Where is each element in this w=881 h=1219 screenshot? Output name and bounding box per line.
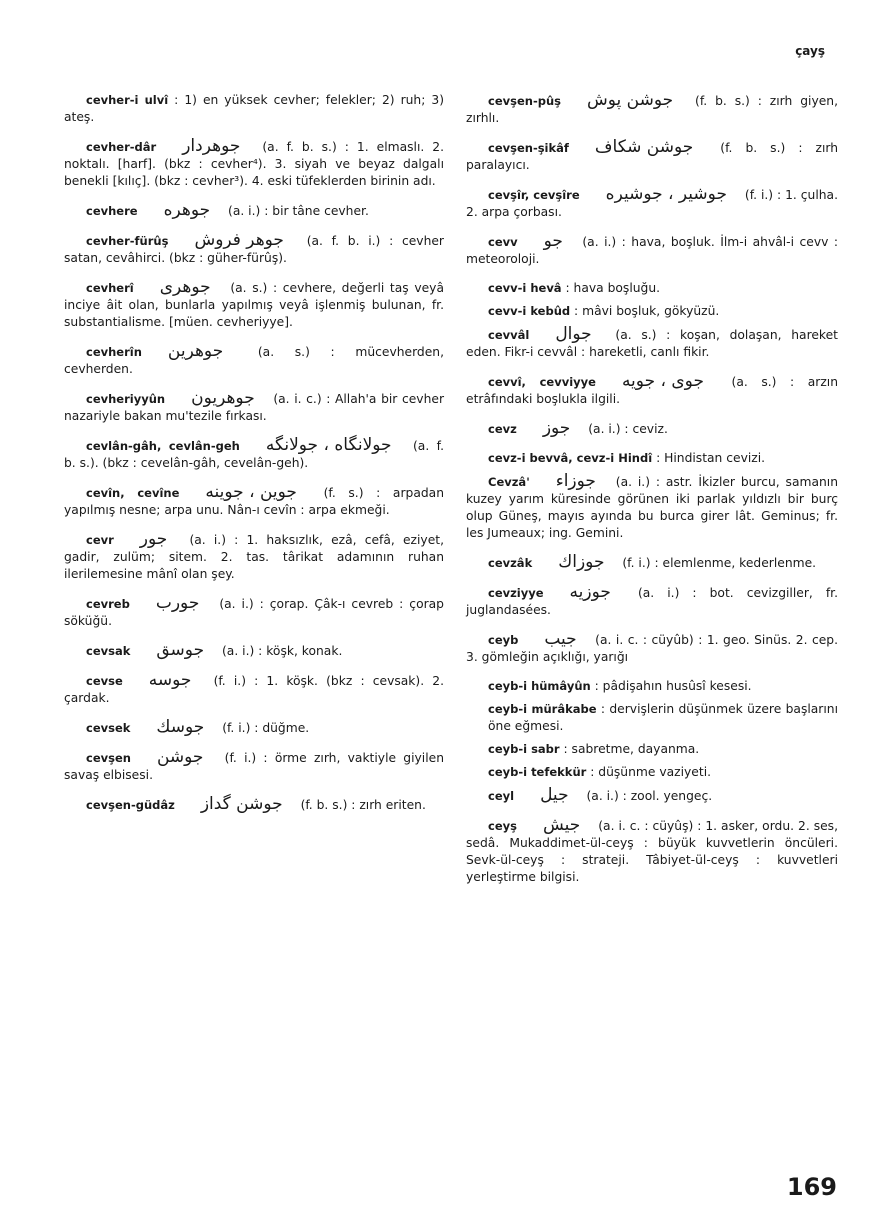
entry-definition: (a. i.) : bir tâne cevher.	[224, 204, 369, 218]
entry-definition: (a. s.) : mücevherden, cevherden.	[64, 345, 444, 376]
dictionary-entry	[466, 186, 838, 221]
entry-definition: (a. s.) : cevhere, değerli taş veyâ inciye âit olan, bunlarla yapılmış veyâ işlenmiş bulunan, fr. substantialisme. [müen. cevheriyye].	[64, 281, 444, 329]
entry-headword: ceyl	[488, 789, 515, 803]
entry-headword: cevher-i ulvî	[86, 93, 169, 107]
entry-headword: cevher-fürûş	[86, 234, 169, 248]
entry-definition: : pâdişahın husûsî kesesi.	[594, 679, 752, 693]
dictionary-entry	[466, 92, 838, 127]
entry-headword: ceyb-i tefekkür	[488, 765, 587, 779]
dictionary-entry	[466, 678, 838, 695]
entry-arabic-script: جيل	[540, 785, 569, 805]
entry-arabic-script: جيب	[544, 629, 577, 649]
dictionary-entry	[64, 719, 444, 737]
entry-definition: (f. i.) : 1. çulha. 2. arpa çorbası.	[466, 188, 838, 219]
dictionary-entry	[64, 390, 444, 425]
entry-definition: (a. i.) : zool. yengeç.	[582, 789, 713, 803]
entry-definition: (f. i.) : düğme.	[218, 721, 310, 735]
entry-arabic-script: جوين ، جوينه	[205, 482, 297, 502]
entry-headword: ceyb	[488, 633, 519, 647]
entry-definition: (f. b. s.) : zırh paralayıcı.	[466, 141, 838, 172]
entry-definition: (a. i.) : köşk, konak.	[218, 644, 343, 658]
entry-definition: (a. i.) : astr. İkizler burcu, samanın kuzey yarım küresinde görünen iki parlak yıldızlı bir burç olup Güneş, mayıs ayında bu burca girer lât. Geminus; fr. les Jumeaux; ing. Gemini.	[466, 475, 838, 540]
entry-headword: cevvâl	[488, 328, 530, 342]
entry-headword: cevreb	[86, 597, 130, 611]
right-column	[466, 92, 838, 898]
entry-arabic-script: جوى ، جويه	[621, 371, 704, 391]
dictionary-entry	[466, 701, 838, 735]
entry-definition: (a. s.) : koşan, dolaşan, hareket eden. Fikr-i cevvâl : hareketli, canlı fikir.	[466, 328, 838, 359]
entry-definition: : düşünme vaziyeti.	[590, 765, 712, 779]
dictionary-entry	[64, 595, 444, 630]
entry-definition: (a. s.) : arzın etrâfındaki boşlukla ilgili.	[466, 375, 838, 406]
entry-headword: cevlân-gâh, cevlân-geh	[86, 439, 240, 453]
entry-headword: cevziyye	[488, 586, 544, 600]
dictionary-entry	[64, 484, 444, 519]
dictionary-entry	[466, 817, 838, 886]
entry-headword: cevv	[488, 235, 518, 249]
dictionary-entry	[64, 642, 444, 660]
entry-headword: cevşen-şikâf	[488, 141, 569, 155]
dictionary-entry	[64, 232, 444, 267]
entry-headword: ceyb-i mürâkabe	[488, 702, 597, 716]
entry-headword: cevherî	[86, 281, 134, 295]
left-column	[64, 92, 444, 826]
dictionary-entry	[466, 631, 838, 666]
dictionary-entry	[466, 139, 838, 174]
entry-arabic-script: جوال	[555, 324, 592, 344]
entry-definition: : Hindistan cevizi.	[656, 451, 766, 465]
entry-arabic-script: جوشن	[156, 747, 204, 767]
entry-definition: (a. i. c.) : Allah'a bir cevher nazariyle bakan mu'tezile fırkası.	[64, 392, 444, 423]
dictionary-entry	[64, 138, 444, 190]
entry-headword: cevşen-pûş	[488, 94, 561, 108]
dictionary-entry	[466, 584, 838, 619]
dictionary-entry	[466, 303, 838, 320]
dictionary-entry	[466, 420, 838, 438]
entry-headword: cevz-i bevvâ, cevz-i Hindî	[488, 451, 653, 465]
entry-headword: cevz	[488, 422, 517, 436]
dictionary-entry	[64, 202, 444, 220]
page-number: 169	[786, 1173, 837, 1201]
dictionary-entry	[466, 373, 838, 408]
entry-definition: (f. i.) : örme zırh, vaktiyle giyilen savaş elbisesi.	[64, 751, 444, 782]
entry-definition: (a. i.) : çorap. Çâk-ı cevreb : çorap söküğü.	[64, 597, 444, 628]
entry-headword: cevr	[86, 533, 114, 547]
entry-arabic-script: جو	[543, 231, 563, 251]
dictionary-entry	[64, 672, 444, 707]
dictionary-entry	[466, 233, 838, 268]
entry-arabic-script: جور	[139, 529, 168, 549]
entry-headword: cevv-i kebûd	[488, 304, 571, 318]
entry-definition: (a. i. c. : cüyûb) : 1. geo. Sinüs. 2. cep. 3. gömleğin açıklığı, yarığı	[466, 633, 838, 664]
entry-definition: (a. f. b. s.). (bkz : cevelân-gâh, cevelân-geh).	[64, 439, 444, 470]
dictionary-entry	[466, 554, 838, 572]
entry-arabic-script: جوشن شكاف	[594, 137, 694, 157]
dictionary-entry	[64, 279, 444, 331]
entry-headword: cevherîn	[86, 345, 142, 359]
entry-headword: cevsak	[86, 644, 131, 658]
dictionary-entry	[466, 741, 838, 758]
entry-headword: cevşen	[86, 751, 131, 765]
entry-definition: (a. f. b. i.) : cevher satan, cevâhirci. (bkz : güher-fürûş).	[64, 234, 444, 265]
entry-arabic-script: جوهريون	[191, 388, 255, 408]
entry-arabic-script: جوشن گداز	[200, 794, 283, 814]
entry-definition: : 1) en yüksek cevher; felekler; 2) ruh; 3) ateş.	[64, 93, 444, 124]
entry-arabic-script: جوهرين	[167, 341, 224, 361]
entry-headword: cevv-i hevâ	[488, 281, 562, 295]
entry-arabic-script: جوسك	[156, 717, 205, 737]
dictionary-entry	[466, 787, 838, 805]
dictionary-entry	[64, 796, 444, 814]
entry-headword: Cevzâ'	[488, 475, 530, 489]
entry-definition: (a. i.) : 1. haksızlık, ezâ, cefâ, eziyet, gadir, zulüm; sitem. 2. tas. târikat adamının ruhan ilerilemesine mânî olan şey.	[64, 533, 444, 581]
entry-headword: cevîn, cevîne	[86, 486, 180, 500]
entry-arabic-script: جوهر فروش	[194, 230, 284, 250]
entry-headword: cevzâk	[488, 556, 533, 570]
entry-arabic-script: جوهرى	[159, 277, 211, 297]
entry-definition: (f. b. s.) : zırh eriten.	[296, 798, 426, 812]
entry-definition: (f. i.) : elemlenme, kederlenme.	[618, 556, 817, 570]
dictionary-entry	[466, 473, 838, 542]
entry-definition: (f. s.) : arpadan yapılmış nesne; arpa unu. Nân-ı cevîn : arpa ekmeği.	[64, 486, 444, 517]
entry-definition: (a. i. c. : cüyûş) : 1. asker, ordu. 2. ses, sedâ. Mukaddimet-ül-ceyş : büyük kuvvetlerin öncüleri. Sevk-ül-ceyş : strateji. Tâbiyet-ül-ceyş : kuvvetleri yerleştirme bilgisi.	[466, 819, 838, 884]
entry-headword: cevher-dâr	[86, 140, 157, 154]
entry-arabic-script: جيش	[542, 815, 581, 835]
guide-word: çayş	[795, 44, 825, 58]
entry-definition: (f. i.) : 1. köşk. (bkz : cevsak). 2. çardak.	[64, 674, 444, 705]
dictionary-entry	[64, 437, 444, 472]
dictionary-entry	[466, 764, 838, 781]
dictionary-entry	[64, 343, 444, 378]
entry-headword: cevsek	[86, 721, 131, 735]
entry-arabic-script: جوهره	[163, 200, 211, 220]
entry-definition: (a. f. b. s.) : 1. elmaslı. 2. noktalı. [harf]. (bkz : cevher⁴). 3. siyah ve beyaz dalgalı benekli [kılıç]. (bkz : cevher³). 4. eski tüfeklerden birinin adı.	[64, 140, 444, 188]
entry-headword: cevhere	[86, 204, 138, 218]
entry-definition: (a. i.) : hava, boşluk. İlm-i ahvâl-i cevv : meteoroloji.	[466, 235, 838, 266]
entry-arabic-script: جوشير ، جوشيره	[605, 184, 727, 204]
entry-definition: : mâvi boşluk, gökyüzü.	[574, 304, 720, 318]
dictionary-entry	[64, 749, 444, 784]
entry-arabic-script: جوسق	[156, 640, 205, 660]
entry-headword: ceyb-i sabr	[488, 742, 560, 756]
entry-arabic-script: جوسه	[148, 670, 192, 690]
entry-headword: ceyb-i hümâyûn	[488, 679, 591, 693]
entry-definition: (a. i.) : ceviz.	[584, 422, 668, 436]
entry-arabic-script: جوهردار	[182, 136, 241, 156]
dictionary-entry	[466, 280, 838, 297]
entry-headword: cevvî, cevviyye	[488, 375, 596, 389]
dictionary-entry	[466, 326, 838, 361]
entry-definition: : sabretme, dayanma.	[563, 742, 700, 756]
entry-definition: (f. b. s.) : zırh giyen, zırhlı.	[466, 94, 838, 125]
entry-arabic-script: جوز	[542, 418, 571, 438]
entry-headword: cevşen-güdâz	[86, 798, 175, 812]
entry-definition: : hava boşluğu.	[565, 281, 661, 295]
entry-arabic-script: جوزاء	[555, 471, 596, 491]
entry-headword: cevse	[86, 674, 123, 688]
dictionary-entry	[64, 531, 444, 583]
entry-definition: (a. i.) : bot. cevizgiller, fr. juglandasées.	[466, 586, 838, 617]
dictionary-entry	[466, 450, 838, 467]
entry-headword: cevheriyyûn	[86, 392, 166, 406]
entry-arabic-script: جورب	[155, 593, 200, 613]
entry-arabic-script: جوشن پوش	[586, 90, 674, 110]
entry-arabic-script: جولانگاه ، جولانگه	[265, 435, 392, 455]
entry-headword: ceyş	[488, 819, 517, 833]
entry-arabic-script: جوزيه	[569, 582, 611, 602]
entry-arabic-script: جوزاك	[558, 552, 605, 572]
entry-definition: : dervişlerin düşünmek üzere başlarını öne eğmesi.	[488, 702, 838, 733]
dictionary-entry	[64, 92, 444, 126]
entry-headword: cevşîr, cevşîre	[488, 188, 580, 202]
